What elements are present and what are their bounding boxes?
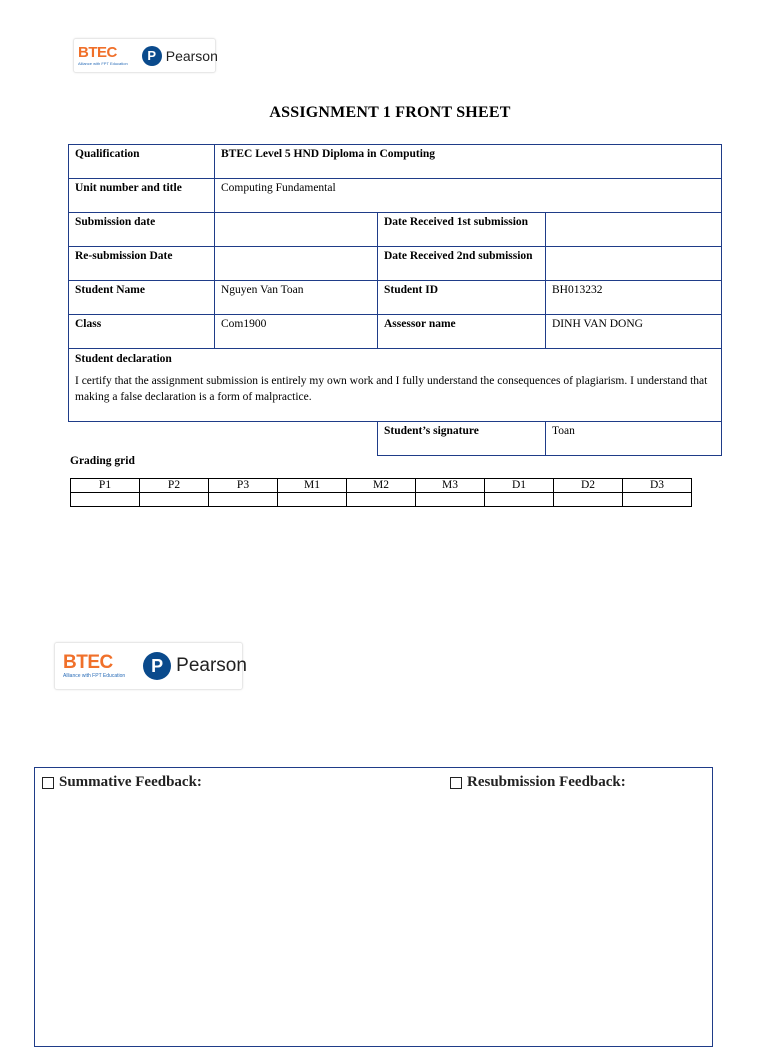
signature-value: Toan [546,422,722,456]
btec-pearson-logo-bottom [54,642,247,690]
student-id-value: BH013232 [546,281,722,315]
assessor-value: DINH VAN DONG [546,315,722,349]
qualification-value: BTEC Level 5 HND Diploma in Computing [215,145,722,179]
submission-date-label: Submission date [69,213,215,247]
grading-grid-label: Grading grid [70,455,135,467]
resubmission-row [69,247,722,281]
grade-cell [485,493,554,507]
summative-feedback[interactable] [42,774,202,791]
resubmission-date-value [215,247,378,281]
submission-date-value [215,213,378,247]
class-row [69,315,722,349]
pearson-logo-text: Pearson [176,655,247,676]
student-name-label: Student Name [69,281,215,315]
resubmission-feedback[interactable] [450,774,626,791]
date-received-1-value [546,213,722,247]
btec-logo-tagline: Alliance with FPT Education [78,61,128,66]
assessor-label: Assessor name [378,315,546,349]
signature-label: Student’s signature [378,422,546,456]
class-value: Com1900 [215,315,378,349]
student-name-value: Nguyen Van Toan [215,281,378,315]
student-id-label: Student ID [378,281,546,315]
pearson-logo-icon: P [142,46,162,66]
summative-checkbox-icon[interactable] [42,777,54,789]
grade-header-d1: D1 [485,479,554,493]
btec-logo-tagline: Alliance with FPT Education [63,673,126,679]
grade-cell [140,493,209,507]
date-received-2-label: Date Received 2nd submission [378,247,546,281]
page-title: ASSIGNMENT 1 FRONT SHEET [269,104,511,121]
class-label: Class [69,315,215,349]
grade-cell [554,493,623,507]
grade-cell [71,493,140,507]
grading-value-row [71,493,692,507]
resubmission-feedback-label: Resubmission Feedback: [467,774,626,790]
grade-cell [416,493,485,507]
unit-label: Unit number and title [69,179,215,213]
grading-grid [70,478,692,507]
pearson-logo-text: Pearson [165,47,218,64]
resubmission-date-label: Re-submission Date [69,247,215,281]
grade-header-p2: P2 [140,479,209,493]
grade-header-m2: M2 [347,479,416,493]
grade-header-d3: D3 [623,479,692,493]
grade-cell [347,493,416,507]
btec-logo [78,45,128,66]
pearson-logo-icon: P [143,652,171,680]
btec-logo-text: BTEC [63,652,113,673]
grading-header-row [71,479,692,493]
qualification-row [69,145,722,179]
grade-cell [209,493,278,507]
signature-row [69,422,722,456]
resubmission-checkbox-icon[interactable] [450,777,462,789]
grade-header-m1: M1 [278,479,347,493]
front-sheet-table [68,144,722,456]
summative-feedback-label: Summative Feedback: [59,774,202,790]
btec-pearson-logo-top [73,38,216,73]
signature-spacer [69,422,378,456]
btec-logo [63,653,125,679]
submission-row [69,213,722,247]
unit-row [69,179,722,213]
btec-logo-text: BTEC [78,44,117,61]
pearson-logo [143,652,247,680]
date-received-2-value [546,247,722,281]
declaration-text: I certify that the assignment submission is entirely my own work and I fully understand the consequences of plagiarism. I understand that making a false declaration is a form of malpractice. [75,375,708,403]
pearson-logo [142,46,218,66]
grade-header-p1: P1 [71,479,140,493]
grade-cell [278,493,347,507]
declaration-cell [69,349,722,422]
grade-header-p3: P3 [209,479,278,493]
grade-cell [623,493,692,507]
qualification-label: Qualification [69,145,215,179]
unit-value: Computing Fundamental [215,179,722,213]
declaration-row [69,349,722,422]
date-received-1-label: Date Received 1st submission [378,213,546,247]
feedback-box [34,767,713,1047]
declaration-heading: Student declaration [75,353,172,365]
grade-header-d2: D2 [554,479,623,493]
student-row [69,281,722,315]
grade-header-m3: M3 [416,479,485,493]
